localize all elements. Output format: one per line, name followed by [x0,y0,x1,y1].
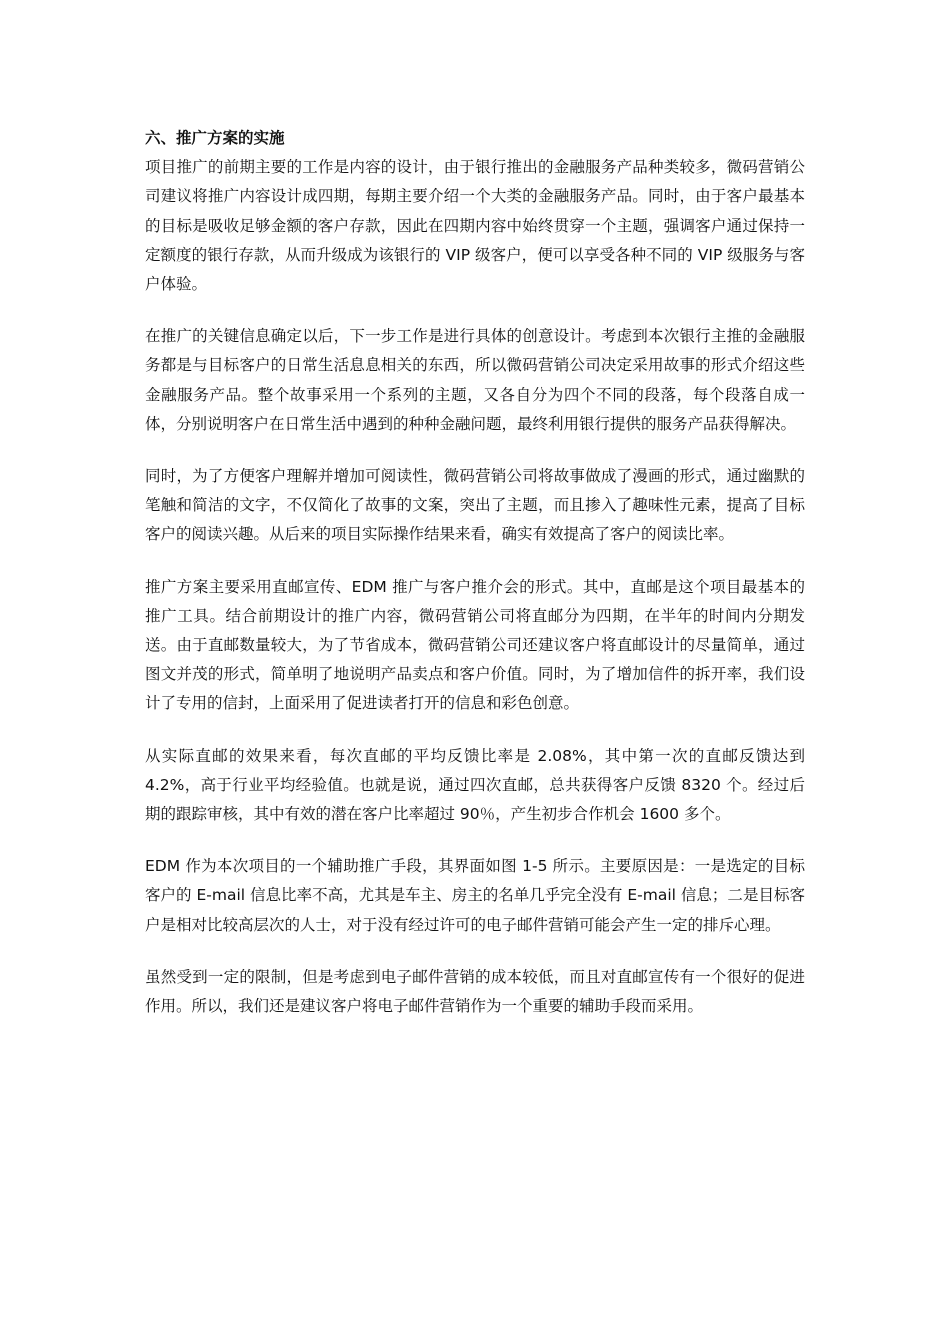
section-heading: 六、推广方案的实施 [145,129,285,147]
paragraph-4: 推广方案主要采用直邮宣传、EDM 推广与客户推介会的形式。其中，直邮是这个项目最基本的推广工具。结合前期设计的推广内容，微码营销公司将直邮分为四期，在半年的时间内分期发送。由于直邮数量较大，为了节省成本，微码营销公司还建议客户将直邮设计的尽量简单，通过图文并茂的形式，简单明了地说明产品卖点和客户价值。同时，为了增加信件的拆开率，我们设计了专用的信封，上面采用了促进读者打开的信息和彩色创意。 [145,577,805,713]
paragraph-1: 项目推广的前期主要的工作是内容的设计，由于银行推出的金融服务产品种类较多，微码营销公司建议将推广内容设计成四期，每期主要介绍一个大类的金融服务产品。同时，由于客户最基本的目标是吸收足够金额的客户存款，因此在四期内容中始终贯穿一个主题，强调客户通过保持一定额度的银行存款，从而升级成为该银行的 VIP 级客户，便可以享受各种不同的 VIP 级服务与客户体验。 [145,158,805,294]
paragraph-7: 虽然受到一定的限制，但是考虑到电子邮件营销的成本较低，而且对直邮宣传有一个很好的促进作用。所以，我们还是建议客户将电子邮件营销作为一个重要的辅助手段而采用。 [145,967,805,1016]
document-body [145,124,805,1044]
paragraph-6: EDM 作为本次项目的一个辅助推广手段，其界面如图 1-5 所示。主要原因是：一是选定的目标客户的 E-mail 信息比率不高，尤其是车主、房主的名单几乎完全没有 E-mail 信息；二是目标客户是相对比较高层次的人士，对于没有经过许可的电子邮件营销可能会产生一定的排斥心理。 [145,857,805,934]
paragraph-3: 同时，为了方便客户理解并增加可阅读性，微码营销公司将故事做成了漫画的形式，通过幽默的笔触和简洁的文字，不仅简化了故事的文案，突出了主题，而且掺入了趣味性元素，提高了目标客户的阅读兴趣。从后来的项目实际操作结果来看，确实有效提高了客户的阅读比率。 [145,467,805,544]
paragraph-2: 在推广的关键信息确定以后，下一步工作是进行具体的创意设计。考虑到本次银行主推的金融服务都是与目标客户的日常生活息息相关的东西，所以微码营销公司决定采用故事的形式介绍这些金融服务产品。整个故事采用一个系列的主题，又各自分为四个不同的段落，每个段落自成一体，分别说明客户在日常生活中遇到的种种金融问题，最终利用银行提供的服务产品获得解决。 [145,327,805,433]
paragraph-5: 从实际直邮的效果来看，每次直邮的平均反馈比率是 2.08%，其中第一次的直邮反馈达到 4.2%，高于行业平均经验值。也就是说，通过四次直邮，总共获得客户反馈 8320 个。经过后期的跟踪审核，其中有效的潜在客户比率超过 90％，产生初步合作机会 1600 多个。 [145,746,805,824]
